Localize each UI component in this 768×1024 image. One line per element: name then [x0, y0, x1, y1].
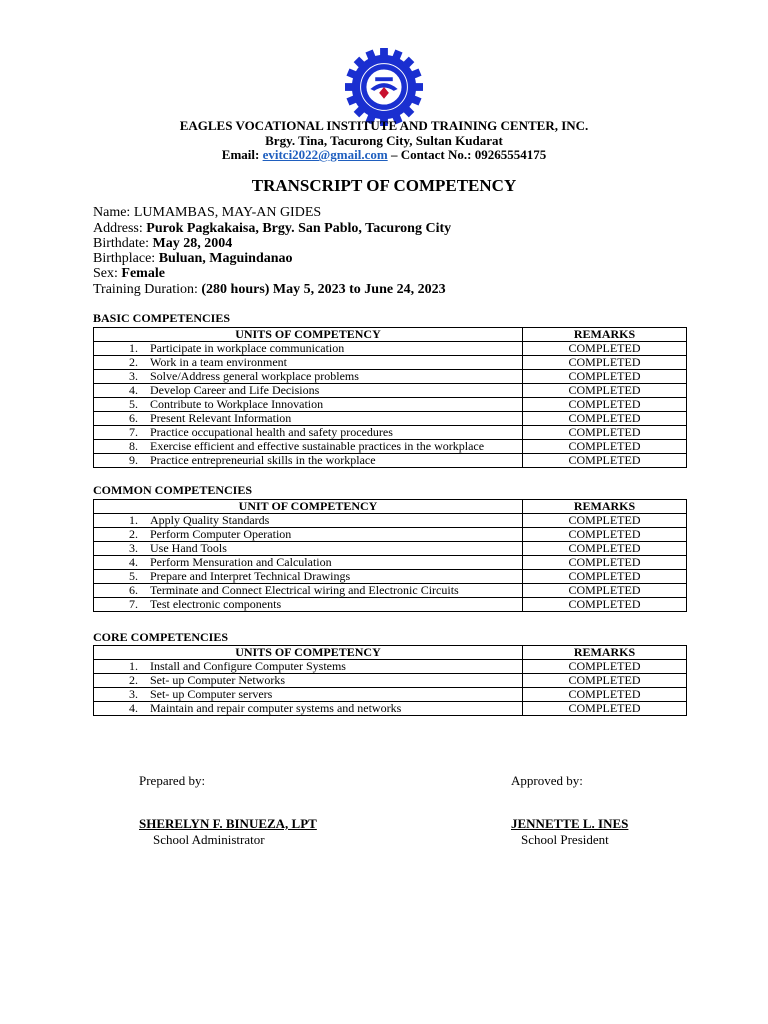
duration-label: Training Duration: [93, 282, 202, 297]
birthdate-line [93, 236, 232, 251]
unit-text: Set- up Computer servers [150, 687, 273, 701]
unit-cell [94, 570, 523, 584]
table-row [94, 356, 687, 370]
row-number: 2. [129, 673, 138, 687]
document-title: TRANSCRIPT OF COMPETENCY [251, 176, 517, 195]
unit-text: Install and Configure Computer Systems [150, 659, 346, 673]
unit-text: Use Hand Tools [150, 541, 227, 555]
column-header-unit: UNITS OF COMPETENCY [94, 328, 523, 342]
unit-cell [94, 440, 523, 454]
email-link[interactable]: evitci2022@gmail.com [262, 147, 388, 162]
student-birthdate: May 28, 2004 [152, 236, 233, 251]
unit-text: Work in a team environment [150, 355, 287, 369]
remark-cell: COMPLETED [523, 688, 687, 702]
row-number: 5. [129, 397, 138, 411]
row-number: 7. [129, 425, 138, 439]
student-name: LUMAMBAS, MAY-AN GIDES [133, 205, 322, 220]
unit-text: Apply Quality Standards [150, 513, 270, 527]
unit-text: Present Relevant Information [150, 411, 292, 425]
row-number: 9. [129, 453, 138, 467]
table-row [94, 370, 687, 384]
remark-cell: COMPLETED [523, 384, 687, 398]
sex-line [93, 266, 165, 281]
unit-text: Test electronic components [150, 597, 282, 611]
unit-text: Maintain and repair computer systems and networks [150, 701, 402, 715]
core-section-title: CORE COMPETENCIES [93, 630, 229, 644]
unit-text: Practice occupational health and safety procedures [150, 425, 393, 439]
approved-by-name: JENNETTE L. INES [511, 816, 629, 831]
table-row [94, 542, 687, 556]
row-number: 3. [129, 687, 138, 701]
table-row [94, 454, 687, 468]
student-birthplace: Buluan, Maguindanao [158, 251, 293, 266]
unit-cell [94, 556, 523, 570]
table-row [94, 598, 687, 612]
remark-cell: COMPLETED [523, 556, 687, 570]
row-number: 6. [129, 411, 138, 425]
table-row [94, 426, 687, 440]
prepared-by-role: School Administrator [153, 832, 265, 847]
unit-cell [94, 454, 523, 468]
table-row [94, 412, 687, 426]
table-row [94, 398, 687, 412]
remark-cell: COMPLETED [523, 440, 687, 454]
table-row [94, 674, 687, 688]
basic-competencies-table [93, 327, 687, 468]
name-label: Name: [93, 205, 134, 220]
unit-text: Terminate and Connect Electrical wiring and Electronic Circuits [150, 583, 459, 597]
core-competencies-table [93, 645, 687, 716]
table-header-row [94, 646, 687, 660]
remark-cell: COMPLETED [523, 598, 687, 612]
remark-cell: COMPLETED [523, 398, 687, 412]
institution-logo [345, 48, 423, 126]
prepared-by-name: SHERELYN F. BINUEZA, LPT [139, 816, 317, 831]
remark-cell: COMPLETED [523, 514, 687, 528]
unit-cell [94, 398, 523, 412]
unit-cell [94, 584, 523, 598]
unit-text: Participate in workplace communication [150, 341, 345, 355]
row-number: 2. [129, 527, 138, 541]
table-row [94, 556, 687, 570]
remark-cell: COMPLETED [523, 674, 687, 688]
row-number: 3. [129, 541, 138, 555]
student-sex: Female [121, 266, 165, 281]
remark-cell: COMPLETED [523, 356, 687, 370]
unit-cell [94, 514, 523, 528]
student-address: Purok Pagkakaisa, Brgy. San Pablo, Tacurong City [146, 221, 452, 236]
email-label: Email: [221, 147, 263, 162]
duration-line [93, 282, 446, 297]
unit-text: Perform Mensuration and Calculation [150, 555, 332, 569]
remark-cell: COMPLETED [523, 412, 687, 426]
unit-cell [94, 702, 523, 716]
remark-cell: COMPLETED [523, 702, 687, 716]
row-number: 4. [129, 701, 138, 715]
remark-cell: COMPLETED [523, 370, 687, 384]
unit-cell [94, 660, 523, 674]
approved-by-role: School President [521, 832, 609, 847]
table-row [94, 702, 687, 716]
table-header-row [94, 500, 687, 514]
unit-cell [94, 412, 523, 426]
remark-cell: COMPLETED [523, 454, 687, 468]
sex-label: Sex: [93, 266, 122, 281]
table-row [94, 384, 687, 398]
unit-cell [94, 356, 523, 370]
contact-number: – Contact No.: 09265554175 [387, 147, 547, 162]
row-number: 2. [129, 355, 138, 369]
table-row [94, 688, 687, 702]
remark-cell: COMPLETED [523, 426, 687, 440]
basic-section-title: BASIC COMPETENCIES [93, 311, 231, 325]
unit-cell [94, 426, 523, 440]
unit-cell [94, 370, 523, 384]
row-number: 5. [129, 569, 138, 583]
table-row [94, 342, 687, 356]
row-number: 7. [129, 597, 138, 611]
table-row [94, 440, 687, 454]
row-number: 4. [129, 555, 138, 569]
row-number: 1. [129, 513, 138, 527]
unit-cell [94, 384, 523, 398]
contact-line [0, 147, 768, 163]
remark-cell: COMPLETED [523, 542, 687, 556]
remark-cell: COMPLETED [523, 660, 687, 674]
common-competencies-table [93, 499, 687, 612]
common-section-title: COMMON COMPETENCIES [93, 483, 252, 497]
remark-cell: COMPLETED [523, 584, 687, 598]
table-row [94, 528, 687, 542]
row-number: 1. [129, 341, 138, 355]
birthplace-line [93, 251, 293, 266]
name-line [93, 205, 321, 220]
column-header-remarks: REMARKS [523, 500, 687, 514]
table-row [94, 584, 687, 598]
remark-cell: COMPLETED [523, 528, 687, 542]
unit-text: Contribute to Workplace Innovation [150, 397, 324, 411]
unit-cell [94, 528, 523, 542]
unit-text: Develop Career and Life Decisions [150, 383, 320, 397]
birthplace-label: Birthplace: [93, 251, 159, 266]
unit-text: Solve/Address general workplace problems [150, 369, 359, 383]
unit-cell [94, 342, 523, 356]
row-number: 3. [129, 369, 138, 383]
table-row [94, 570, 687, 584]
table-row [94, 514, 687, 528]
column-header-remarks: REMARKS [523, 328, 687, 342]
unit-cell [94, 688, 523, 702]
row-number: 1. [129, 659, 138, 673]
row-number: 6. [129, 583, 138, 597]
prepared-by-label: Prepared by: [139, 773, 206, 788]
remark-cell: COMPLETED [523, 570, 687, 584]
birthdate-label: Birthdate: [93, 236, 153, 251]
unit-text: Exercise efficient and effective sustainable practices in the workplace [150, 439, 485, 453]
row-number: 4. [129, 383, 138, 397]
unit-text: Practice entrepreneurial skills in the workplace [150, 453, 376, 467]
column-header-unit: UNIT OF COMPETENCY [94, 500, 523, 514]
address-label: Address: [93, 221, 147, 236]
institution-address: Brgy. Tina, Tacurong City, Sultan Kudarat [265, 133, 503, 148]
institution-name: EAGLES VOCATIONAL INSTITUTE AND TRAINING CENTER, INC. [179, 118, 589, 133]
unit-cell [94, 598, 523, 612]
unit-text: Prepare and Interpret Technical Drawings [150, 569, 351, 583]
remark-cell: COMPLETED [523, 342, 687, 356]
unit-text: Set- up Computer Networks [150, 673, 285, 687]
unit-cell [94, 674, 523, 688]
training-duration: (280 hours) May 5, 2023 to June 24, 2023 [201, 282, 446, 297]
unit-text: Perform Computer Operation [150, 527, 292, 541]
unit-cell [94, 542, 523, 556]
table-header-row [94, 328, 687, 342]
table-row [94, 660, 687, 674]
address-line [93, 221, 451, 236]
column-header-unit: UNITS OF COMPETENCY [94, 646, 523, 660]
approved-by-label: Approved by: [511, 773, 583, 788]
column-header-remarks: REMARKS [523, 646, 687, 660]
row-number: 8. [129, 439, 138, 453]
